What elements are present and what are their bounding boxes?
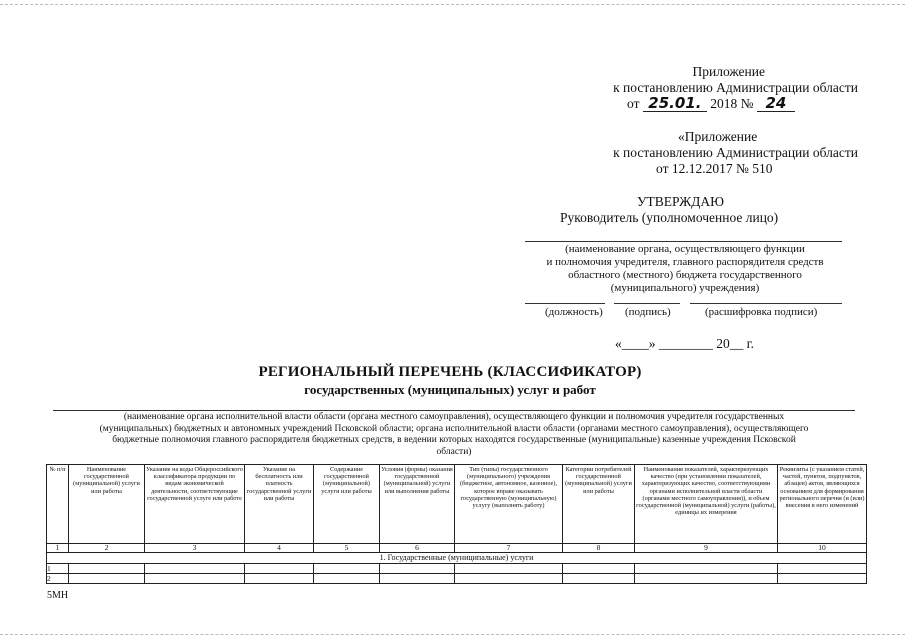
table-cell — [69, 574, 145, 584]
col-number: 3 — [145, 544, 245, 553]
header-cell: Наименования показателей, характеризующих качество (при установлении показателей, характеризующих качество, соответствующими органами исполнительной власти области (органами местного самоуправления)), и объем государственной (муниципальной) услуги (работы), единицы их измерения — [635, 465, 778, 544]
decoding-line — [690, 303, 842, 304]
appendix-num-label: № — [740, 96, 754, 111]
appendix-from-label: от — [627, 96, 640, 111]
header-cell: Категории потребителей государственной (муниципальной) услуги или работы — [563, 465, 635, 544]
approval-date-line: «____» ________ 20__ г. — [615, 336, 755, 351]
footer-code: 5МН — [47, 590, 69, 601]
authority-caption-line: бюджетные полномочия главного распорядителя бюджетных средств, в ведении которых находятся государственные (муниципальные) казенные учреждения Псковской — [112, 435, 796, 445]
prev-appendix-line2: к постановлению Администрации области — [613, 145, 858, 160]
table-cell — [314, 564, 380, 574]
section-row — [47, 553, 867, 564]
org-caption-line: (муниципального) учреждения) — [610, 282, 760, 294]
table-cell — [145, 574, 245, 584]
authority-caption — [40, 412, 868, 458]
col-number: 5 — [314, 544, 380, 553]
authority-line — [53, 410, 855, 411]
org-caption-line: и полномочия учредителя, главного распорядителя средств — [546, 256, 824, 268]
authority-caption-line: (наименование органа исполнительной власти области (органа местного самоуправления), осуществляющего функции и полномочия учредителя государственных — [123, 412, 785, 422]
appendix-num-handwritten: 24 — [757, 95, 795, 112]
approval-title: УТВЕРЖДАЮ — [637, 194, 725, 209]
table-cell — [314, 574, 380, 584]
table-cell — [778, 574, 867, 584]
table-row — [47, 574, 867, 584]
org-caption-line: областного (местного) бюджета государственного — [568, 269, 802, 281]
col-number: 10 — [778, 544, 867, 553]
col-number: 9 — [635, 544, 778, 553]
appendix-year: 2018 — [710, 96, 738, 111]
header-cell: Тип (типы) государственного (муниципального) учреждения (бюджетное, автономное, казенное), которое вправе оказывать государственную (муниципальную) услугу (выполнять работу) — [455, 465, 563, 544]
column-number-row — [47, 544, 867, 553]
table-cell — [563, 574, 635, 584]
table-cell — [145, 564, 245, 574]
col-number: 7 — [455, 544, 563, 553]
row-number: 1 — [47, 564, 69, 574]
table-cell — [635, 564, 778, 574]
sig-decoding-caption: (расшифровка подписи) — [705, 306, 818, 318]
sig-position-caption: (должность) — [545, 306, 603, 318]
row-number: 2 — [47, 574, 69, 584]
col-number: 8 — [563, 544, 635, 553]
org-caption-line: (наименование органа, осуществляющего функции — [565, 243, 805, 255]
table-cell — [455, 564, 563, 574]
col-number: 6 — [380, 544, 455, 553]
table-cell — [563, 564, 635, 574]
table-row — [47, 564, 867, 574]
appendix-date-line — [627, 95, 827, 112]
position-line — [525, 303, 605, 304]
header-cell: № п/п — [47, 465, 69, 544]
header-cell: Указание на коды Общероссийского классификатора продукции по видам экономической деятельности, соответствующие государственной услуге или работе — [145, 465, 245, 544]
table-cell — [380, 564, 455, 574]
header-cell: Содержание государственной (муниципальной) услуги или работы — [314, 465, 380, 544]
col-number: 2 — [69, 544, 145, 553]
header-cell: Наименование государственной (муниципальной) услуги или работы — [69, 465, 145, 544]
document-title: РЕГИОНАЛЬНЫЙ ПЕРЕЧЕНЬ (КЛАССИФИКАТОР) — [258, 364, 642, 380]
table-cell — [69, 564, 145, 574]
document-subtitle: государственных (муниципальных) услуг и работ — [304, 382, 596, 397]
appendix-line1: Приложение — [692, 64, 765, 79]
col-number: 1 — [47, 544, 69, 553]
section-title: 1. Государственные (муниципальные) услуги — [47, 553, 867, 564]
table-cell — [245, 564, 314, 574]
table-cell — [455, 574, 563, 584]
approval-org-line — [525, 241, 842, 242]
header-cell: Указание на бесплатность или платность государственной услуги или работы — [245, 465, 314, 544]
approval-subtitle: Руководитель (уполномоченное лицо) — [560, 210, 779, 225]
authority-caption-line: области) — [436, 446, 472, 457]
header-cell: Условия (формы) оказания государственной (муниципальной) услуги или выполнения работы — [380, 465, 455, 544]
signature-line — [614, 303, 680, 304]
authority-caption-line: (муниципальных) бюджетных и автономных учреждений Псковской области; органа исполнительной власти области (органами местного самоуправления), осуществляющего — [99, 423, 809, 434]
appendix-line2: к постановлению Администрации области — [613, 80, 858, 95]
classifier-table — [46, 464, 867, 584]
col-number: 4 — [245, 544, 314, 553]
prev-appendix-line1: «Приложение — [678, 129, 758, 144]
scan-border-bottom — [0, 634, 905, 635]
appendix-date-handwritten: 25.01. — [643, 95, 707, 112]
approval-org-caption — [520, 243, 850, 295]
table-cell — [245, 574, 314, 584]
sig-signature-caption: (подпись) — [625, 306, 671, 318]
prev-appendix-line3: от 12.12.2017 № 510 — [656, 161, 773, 176]
header-cell: Реквизиты (с указанием статей, частей, пунктов, подпунктов, абзацев) актов, являющихся основанием для формирования регионального перечня (и (или) внесения в него изменений — [778, 465, 867, 544]
table-header-row — [47, 465, 867, 544]
scan-border-top — [0, 4, 905, 5]
table-cell — [635, 574, 778, 584]
table-cell — [778, 564, 867, 574]
table-cell — [380, 574, 455, 584]
